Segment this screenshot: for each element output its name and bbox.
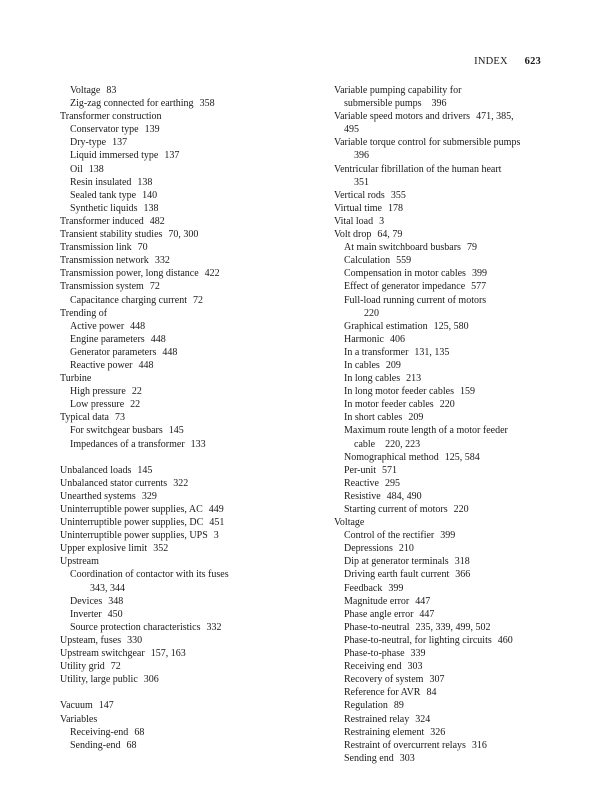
index-term: Variable pumping capability for (334, 85, 462, 96)
index-term: Volt drop (334, 229, 372, 241)
index-term: Uninterruptible power supplies, DC (60, 517, 204, 529)
index-entry (334, 215, 559, 228)
index-term: Source protection characteristics (70, 621, 201, 633)
index-pages: 303 (407, 661, 423, 673)
index-pages: 210 (398, 543, 414, 555)
index-subentry (334, 582, 559, 595)
index-pages: 3 (213, 530, 219, 542)
index-pages: 460 (497, 634, 513, 646)
index-term: Dip at generator terminals (344, 556, 449, 568)
index-pages: 68 (134, 726, 145, 738)
index-pages: 84 (426, 687, 437, 699)
index-pages: 448 (162, 346, 178, 358)
index-term: Vacuum (60, 700, 93, 712)
index-term: Capacitance charging current (70, 294, 187, 306)
index-pages: 3 (379, 215, 385, 227)
index-entry (60, 372, 310, 385)
index-entry (60, 503, 310, 516)
index-entry (334, 202, 559, 215)
index-term: Generator parameters (70, 346, 157, 358)
index-pages: 450 (107, 608, 123, 620)
index-subentry (60, 424, 310, 437)
index-term: In short cables (344, 412, 403, 424)
index-pages: 447 (415, 595, 431, 607)
index-pages: 448 (150, 333, 166, 345)
index-entry (334, 163, 559, 189)
index-term: Conservator type (70, 124, 139, 136)
index-pages: 484, 490 (386, 490, 422, 502)
index-pages: 471, 385, (476, 111, 514, 123)
index-term: Reactive power (70, 359, 133, 371)
index-term-continued: cable (354, 438, 376, 450)
index-term: Transformer construction (60, 111, 162, 123)
index-subentry (334, 608, 559, 621)
index-pages: 396 (354, 150, 369, 162)
index-entry (60, 464, 310, 477)
index-subentry (334, 713, 559, 726)
index-entry (60, 267, 310, 280)
index-term: Variable torque control for submersible pumps (334, 137, 521, 149)
index-term: Variables (60, 713, 98, 725)
index-term: For switchgear busbars (70, 425, 163, 437)
index-term: Active power (70, 320, 125, 332)
index-pages: 316 (471, 739, 487, 751)
index-entry (60, 110, 310, 123)
index-term: Regulation (344, 700, 388, 712)
index-letter-gap (60, 686, 310, 699)
index-term: Feedback (344, 582, 383, 594)
index-term-continued: submersible pumps (344, 98, 422, 110)
index-term: Driving earth fault current (344, 569, 450, 581)
index-continuation (70, 582, 310, 595)
index-subentry (60, 320, 310, 333)
index-subentry (334, 542, 559, 555)
index-pages: 209 (408, 412, 424, 424)
index-pages: 399 (471, 268, 487, 280)
index-term: Turbine (60, 373, 92, 385)
index-pages: 303 (399, 752, 415, 764)
index-term: Unearthed systems (60, 490, 136, 502)
index-subentry (60, 608, 310, 621)
index-subentry (60, 359, 310, 372)
index-pages: 306 (143, 674, 159, 686)
index-pages: 139 (144, 124, 160, 136)
index-subentry (334, 320, 559, 333)
index-term: Transmission power, long distance (60, 268, 199, 280)
index-term: Phase-to-phase (344, 648, 405, 660)
index-pages: 448 (138, 359, 154, 371)
index-subentry (60, 202, 310, 215)
index-subentry (334, 346, 559, 359)
index-pages: 220 (364, 307, 379, 319)
index-subentry (334, 359, 559, 372)
index-pages: 326 (430, 726, 446, 738)
index-term: Zig-zag connected for earthing (70, 98, 194, 110)
index-pages: 399 (440, 530, 456, 542)
index-term: In motor feeder cables (344, 399, 434, 411)
index-pages: 22 (131, 386, 142, 398)
index-entry (60, 542, 310, 555)
index-pages: 396 (431, 98, 447, 110)
index-pages: 447 (419, 608, 435, 620)
index-subentry (334, 333, 559, 346)
index-pages: 318 (454, 556, 470, 568)
index-continuation (344, 438, 559, 451)
index-term: Uninterruptible power supplies, UPS (60, 530, 208, 542)
index-pages: 577 (471, 281, 487, 293)
index-entry (334, 110, 559, 136)
index-pages: 133 (190, 438, 206, 450)
index-entry (60, 241, 310, 254)
index-pages: 295 (384, 477, 400, 489)
index-pages: 343, 344 (90, 582, 125, 594)
index-pages: 125, 584 (444, 451, 480, 463)
index-term: Voltage (334, 517, 365, 529)
index-pages: 147 (98, 700, 114, 712)
index-pages: 145 (168, 425, 184, 437)
index-pages: 332 (154, 255, 170, 267)
index-pages: 64, 79 (377, 229, 403, 241)
index-pages: 571 (382, 464, 398, 476)
index-pages: 559 (396, 255, 412, 267)
index-continuation (344, 307, 559, 320)
section-title: INDEX (474, 56, 508, 67)
index-subentry (60, 189, 310, 202)
index-term: Graphical estimation (344, 320, 428, 332)
index-entry (334, 516, 559, 529)
index-pages: 22 (130, 399, 141, 411)
index-entry (60, 228, 310, 241)
index-subentry (60, 333, 310, 346)
index-term: Control of the rectifier (344, 530, 435, 542)
index-term: Oil (70, 163, 83, 175)
index-entry (60, 634, 310, 647)
index-pages: 339 (410, 648, 426, 660)
index-term: Engine parameters (70, 333, 145, 345)
index-pages: 352 (153, 543, 169, 555)
index-term: Transmission network (60, 255, 149, 267)
index-term: Transmission system (60, 281, 144, 293)
index-pages: 137 (164, 150, 180, 162)
index-term: Full-load running current of motors (344, 294, 487, 306)
index-pages: 72 (110, 661, 121, 673)
index-term: Utility, large public (60, 674, 138, 686)
index-term: Inverter (70, 608, 102, 620)
index-entry (334, 189, 559, 202)
index-term: Restraint of overcurrent relays (344, 739, 466, 751)
index-term: Per-unit (344, 464, 377, 476)
index-term: Recovery of system (344, 674, 424, 686)
index-subentry (334, 477, 559, 490)
index-entry (60, 215, 310, 228)
index-pages: 220 (439, 399, 455, 411)
index-entry (60, 529, 310, 542)
index-pages: 138 (137, 176, 153, 188)
index-entry (60, 555, 310, 568)
index-pages: 449 (208, 504, 224, 515)
index-term: Depressions (344, 543, 393, 555)
index-term: Transformer induced (60, 215, 144, 227)
index-pages: 448 (130, 320, 146, 332)
index-subentry (334, 673, 559, 686)
index-term: Upstream switchgear (60, 648, 145, 660)
index-pages: 137 (112, 137, 128, 149)
index-subentry (60, 84, 310, 97)
index-entry (334, 228, 559, 241)
index-entry (60, 411, 310, 424)
index-term: Restrained relay (344, 713, 410, 725)
index-subentry (60, 398, 310, 411)
index-pages: 138 (143, 202, 159, 214)
index-term: Effect of generator impedance (344, 281, 466, 293)
index-term: Typical data (60, 412, 109, 424)
index-pages: 140 (142, 189, 158, 201)
index-entry (60, 516, 310, 529)
index-term: Magnitude error (344, 595, 410, 607)
index-subentry (334, 451, 559, 464)
index-term: Liquid immersed type (70, 150, 159, 162)
index-subentry (334, 595, 559, 608)
index-entry (60, 477, 310, 490)
index-term: Resistive (344, 490, 381, 502)
index-term: Receiving end (344, 661, 402, 673)
index-subentry (334, 424, 559, 450)
index-pages: 70, 300 (168, 229, 199, 241)
index-term: Unbalanced loads (60, 464, 132, 476)
index-term: Utility grid (60, 661, 105, 673)
index-column-right (334, 84, 559, 765)
index-entry (60, 699, 310, 712)
index-subentry (334, 385, 559, 398)
index-subentry (334, 568, 559, 581)
index-subentry (334, 464, 559, 477)
index-entry (60, 713, 310, 726)
index-pages: 220 (453, 504, 469, 515)
index-subentry (60, 176, 310, 189)
index-pages: 322 (173, 477, 189, 489)
index-pages: 79 (466, 242, 477, 254)
index-term: Impedances of a transformer (70, 438, 185, 450)
index-entry (60, 660, 310, 673)
index-subentry (334, 372, 559, 385)
index-pages: 358 (199, 98, 215, 110)
index-continuation (334, 149, 559, 162)
index-subentry (334, 294, 559, 320)
index-subentry (334, 280, 559, 293)
index-pages: 89 (393, 700, 404, 712)
index-pages: 332 (206, 621, 222, 633)
index-pages: 125, 580 (433, 320, 469, 332)
index-term: Upper explosive limit (60, 543, 148, 555)
index-term: Sending-end (70, 739, 121, 751)
index-subentry (60, 385, 310, 398)
index-subentry (60, 163, 310, 176)
index-subentry (60, 568, 310, 594)
index-pages: 348 (108, 595, 124, 607)
index-subentry (334, 634, 559, 647)
index-pages: 73 (115, 412, 125, 424)
index-subentry (334, 398, 559, 411)
index-pages-continued: 495 (344, 124, 359, 136)
index-term: Starting current of motors (344, 504, 448, 515)
index-term: Transient stability studies (60, 229, 163, 241)
index-pages: 329 (141, 490, 157, 502)
index-term: Resin insulated (70, 176, 132, 188)
index-subentry (334, 726, 559, 739)
index-pages: 157, 163 (150, 648, 186, 660)
index-entry (60, 647, 310, 660)
page-number: 623 (524, 56, 541, 67)
index-subentry (60, 97, 310, 110)
index-term: Uninterruptible power supplies, AC (60, 504, 203, 515)
index-term: Compensation in motor cables (344, 268, 466, 280)
index-subentry (60, 149, 310, 162)
index-pages: 324 (415, 713, 431, 725)
index-term: Phase-to-neutral, for lighting circuits (344, 634, 492, 646)
index-term: Sealed tank type (70, 189, 137, 201)
index-pages: 330 (127, 634, 143, 646)
index-term: Low pressure (70, 399, 125, 411)
index-subentry (334, 699, 559, 712)
index-subentry (60, 621, 310, 634)
index-subentry (60, 123, 310, 136)
index-term: Ventricular fibrillation of the human heart (334, 163, 502, 175)
index-term: Maximum route length of a motor feeder (344, 425, 508, 437)
index-term: In long motor feeder cables (344, 386, 454, 398)
index-pages: 482 (149, 215, 165, 227)
index-subentry (60, 726, 310, 739)
index-subentry (334, 647, 559, 660)
index-subentry (334, 254, 559, 267)
index-term: Trending of (60, 307, 108, 319)
index-entry (60, 673, 310, 686)
index-subentry (334, 621, 559, 634)
index-subentry (334, 267, 559, 280)
index-entry (60, 280, 310, 293)
index-term: Transmission link (60, 242, 132, 254)
index-term: Vertical rods (334, 189, 385, 201)
index-entry (334, 84, 559, 110)
index-term: High pressure (70, 386, 126, 398)
index-term: Coordination of contactor with its fuses (70, 569, 229, 581)
index-subentry (334, 739, 559, 752)
index-entry (60, 254, 310, 267)
index-term: Nomographical method (344, 451, 439, 463)
index-pages: 307 (429, 674, 445, 686)
index-subentry (334, 241, 559, 254)
index-entry (334, 136, 559, 162)
index-pages: 138 (88, 163, 104, 175)
index-pages: 399 (388, 582, 404, 594)
index-subentry (60, 438, 310, 451)
index-term: In long cables (344, 373, 401, 385)
index-term: Synthetic liquids (70, 202, 138, 214)
index-pages: 70 (137, 242, 148, 254)
index-subentry (334, 752, 559, 765)
index-subentry (334, 686, 559, 699)
index-entry (60, 307, 310, 320)
index-subentry (334, 411, 559, 424)
index-term: Phase-to-neutral (344, 621, 410, 633)
index-pages: 422 (204, 268, 220, 280)
index-column-left (60, 84, 310, 752)
index-subentry (60, 346, 310, 359)
index-term: Vital load (334, 215, 374, 227)
index-subentry (60, 739, 310, 752)
index-continuation (334, 176, 559, 189)
index-pages: 451 (209, 517, 225, 529)
index-entry (60, 490, 310, 503)
index-subentry (334, 490, 559, 503)
index-pages: 220, 223 (385, 438, 421, 450)
index-term: Unbalanced stator currents (60, 477, 168, 489)
index-pages: 145 (137, 464, 153, 476)
index-subentry (60, 595, 310, 608)
index-term: Devices (70, 595, 103, 607)
index-subentry (60, 136, 310, 149)
index-pages: 68 (126, 739, 137, 751)
index-term: At main switchboard busbars (344, 242, 461, 254)
index-term: Dry-type (70, 137, 107, 149)
index-term: Phase angle error (344, 608, 414, 620)
index-subentry (334, 660, 559, 673)
index-pages: 351 (354, 176, 369, 188)
index-term: Virtual time (334, 202, 382, 214)
index-pages: 159 (459, 386, 475, 398)
index-term: Restraining element (344, 726, 425, 738)
index-pages: 355 (390, 189, 406, 201)
index-term: Upstream (60, 556, 99, 568)
index-subentry (334, 503, 559, 516)
index-term: Calculation (344, 255, 391, 267)
index-term: Receiving-end (70, 726, 129, 738)
index-pages: 83 (106, 85, 117, 96)
index-term: Harmonic (344, 333, 384, 345)
index-pages: 178 (388, 202, 403, 214)
index-pages: 213 (406, 373, 422, 385)
index-term: In a transformer (344, 346, 409, 358)
index-subentry (60, 294, 310, 307)
index-term: Voltage (70, 85, 101, 96)
index-pages: 406 (390, 333, 405, 345)
index-pages: 131, 135 (414, 346, 450, 358)
index-term: Reactive (344, 477, 379, 489)
index-pages: 209 (385, 359, 401, 371)
index-term: Variable speed motors and drivers (334, 111, 471, 123)
index-pages: 72 (192, 294, 203, 306)
index-pages: 72 (149, 281, 160, 293)
index-term: Sending end (344, 752, 394, 764)
index-term: In cables (344, 359, 380, 371)
index-continuation (334, 97, 559, 110)
index-pages: 235, 339, 499, 502 (415, 621, 491, 633)
index-letter-gap (60, 451, 310, 464)
running-header (474, 56, 541, 67)
index-term: Reference for AVR (344, 687, 421, 699)
index-pages: 366 (455, 569, 471, 581)
index-term: Upsteam, fuses (60, 634, 122, 646)
index-subentry (334, 529, 559, 542)
index-subentry (334, 555, 559, 568)
